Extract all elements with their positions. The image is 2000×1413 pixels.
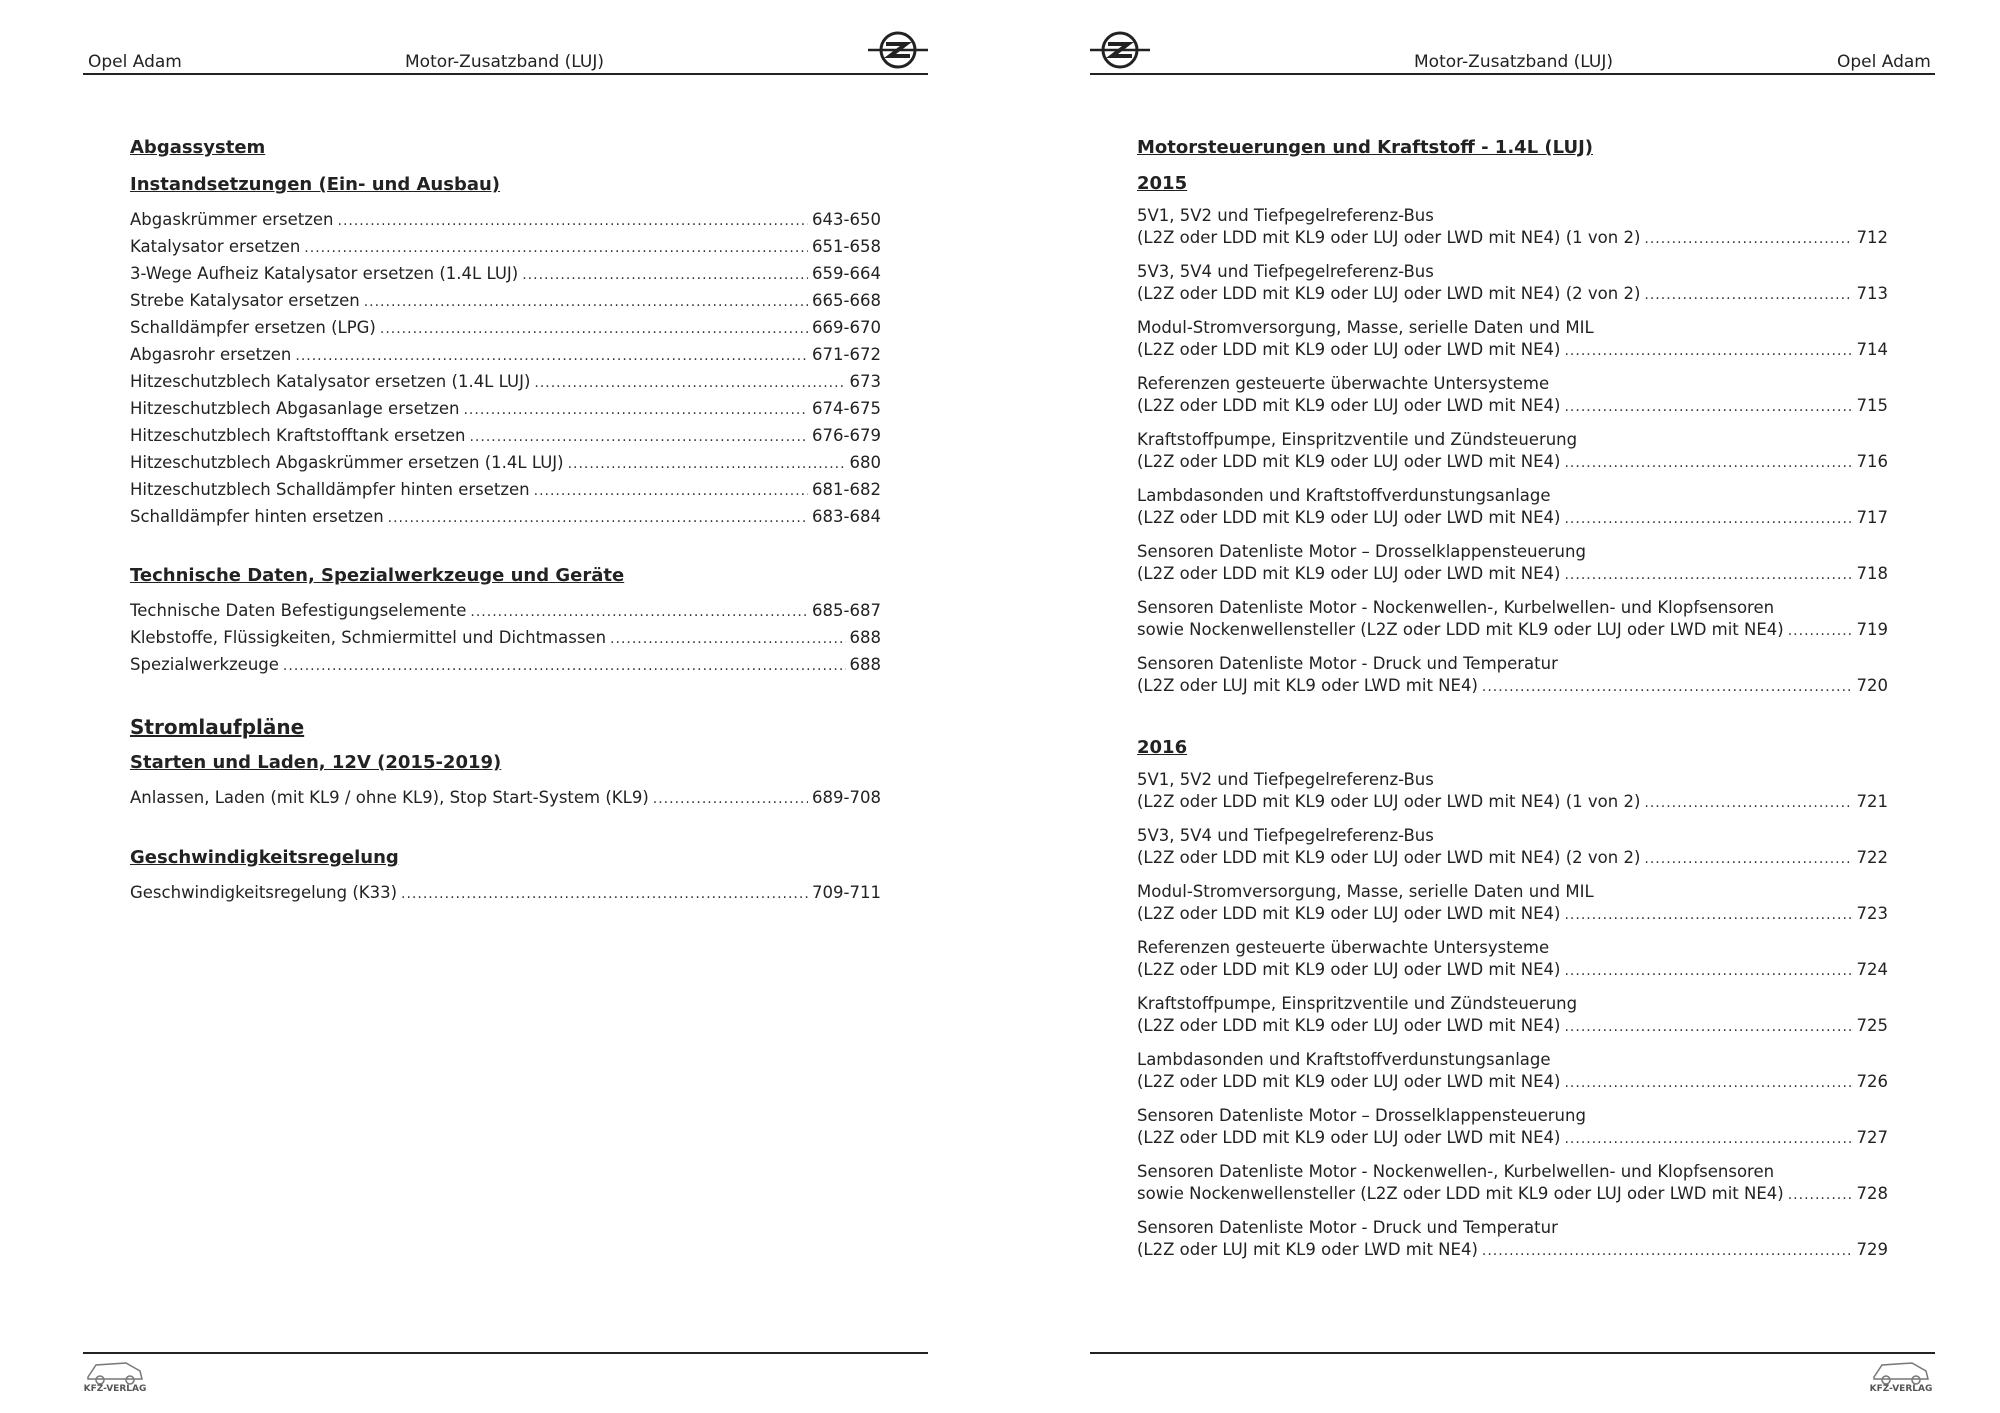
toc-entry[interactable]: [130, 506, 881, 527]
toc-entry-title: Sensoren Datenliste Motor - Nockenwellen-, Kurbelwellen- und Klopfsensoren: [1137, 598, 1775, 617]
toc-entry-label: Hitzeschutzblech Schalldämpfer hinten ersetzen: [130, 480, 530, 499]
toc-entry[interactable]: [130, 600, 881, 621]
toc-entry[interactable]: [130, 209, 881, 230]
toc-leader-dots: [653, 790, 808, 808]
toc-entry-page: 720: [1856, 676, 1888, 695]
toc-entry-title: 5V1, 5V2 und Tiefpegelreferenz-Bus: [1137, 206, 1434, 225]
toc-entry-page: 729: [1856, 1240, 1888, 1259]
toc-leader-dots: [1564, 566, 1852, 584]
toc-entry[interactable]: [1137, 825, 1888, 868]
toc-entry-line2: [1137, 959, 1888, 980]
toc-leader-dots: [568, 455, 846, 473]
toc-entry[interactable]: [1137, 937, 1888, 980]
toc-entry[interactable]: [1137, 653, 1888, 696]
kfz-verlag-logo: [1868, 1355, 1934, 1397]
toc-leader-dots: [469, 428, 808, 446]
toc-leader-dots: [295, 347, 808, 365]
toc-entry[interactable]: [130, 371, 881, 392]
section-heading-abgassystem: Abgassystem: [130, 137, 266, 158]
toc-leader-dots: [1644, 794, 1852, 812]
toc-entry[interactable]: [130, 479, 881, 500]
header-model: Opel Adam: [88, 52, 182, 72]
toc-entry-line2: [1137, 451, 1888, 472]
year-heading-2015: 2015: [1137, 173, 1188, 194]
toc-entry-page: 728: [1856, 1184, 1888, 1203]
toc-leader-dots: [1482, 678, 1853, 696]
toc-entry-line2: [1137, 339, 1888, 360]
toc-entry-line2: [1137, 1015, 1888, 1036]
toc-entry[interactable]: [130, 452, 881, 473]
opel-logo-icon: [1090, 30, 1150, 70]
toc-entry-label: (L2Z oder LDD mit KL9 oder LUJ oder LWD mit NE4): [1137, 396, 1561, 415]
toc-entry-page: 713: [1856, 284, 1888, 303]
toc-entry[interactable]: [1137, 1161, 1888, 1204]
svg-text:KFZ-VERLAG: KFZ-VERLAG: [1869, 1384, 1933, 1394]
toc-entry[interactable]: [1137, 541, 1888, 584]
toc-leader-dots: [1564, 342, 1852, 360]
toc-leader-dots: [1788, 1186, 1853, 1204]
svg-text:KFZ-VERLAG: KFZ-VERLAG: [83, 1384, 147, 1394]
toc-entry[interactable]: [1137, 1217, 1888, 1260]
toc-entry-title: Kraftstoffpumpe, Einspritzventile und Zündsteuerung: [1137, 430, 1578, 449]
toc-entry-page: 712: [1856, 228, 1888, 247]
toc-entry-label: (L2Z oder LDD mit KL9 oder LUJ oder LWD mit NE4) (2 von 2): [1137, 284, 1641, 303]
toc-entry-page: 727: [1856, 1128, 1888, 1147]
toc-leader-dots: [1644, 230, 1852, 248]
toc-entry-page: 717: [1856, 508, 1888, 527]
toc-entry-page: 715: [1856, 396, 1888, 415]
toc-list: [130, 882, 881, 903]
toc-entry-page: 722: [1856, 848, 1888, 867]
toc-entry-line2: [1137, 1239, 1888, 1260]
toc-list: [1137, 205, 1888, 696]
toc-leader-dots: [364, 293, 808, 311]
toc-entry-page: 719: [1856, 620, 1888, 639]
toc-entry[interactable]: [130, 425, 881, 446]
section-heading-stromlaufplaene: Stromlaufpläne: [130, 715, 305, 739]
toc-entry-line2: [1137, 903, 1888, 924]
toc-entry-label: Abgasrohr ersetzen: [130, 345, 292, 364]
toc-entry-label: Katalysator ersetzen: [130, 237, 301, 256]
toc-entry[interactable]: [130, 787, 881, 808]
toc-leader-dots: [1564, 906, 1852, 924]
header-title: Motor-Zusatzband (LUJ): [405, 52, 604, 72]
toc-leader-dots: [380, 320, 808, 338]
toc-entry-label: (L2Z oder LDD mit KL9 oder LUJ oder LWD mit NE4) (1 von 2): [1137, 228, 1641, 247]
toc-entry[interactable]: [130, 398, 881, 419]
header-model: Opel Adam: [1837, 52, 1931, 72]
toc-entry-page: 643-650: [812, 210, 881, 229]
toc-entry[interactable]: [130, 882, 881, 903]
toc-leader-dots: [1788, 622, 1853, 640]
toc-entry-page: 688: [849, 655, 881, 674]
toc-entry[interactable]: [130, 263, 881, 284]
toc-entry-label: Geschwindigkeitsregelung (K33): [130, 883, 398, 902]
subheading-instandsetzungen: Instandsetzungen (Ein- und Ausbau): [130, 174, 501, 195]
kfz-verlag-logo: [82, 1355, 148, 1397]
toc-entry-label: (L2Z oder LDD mit KL9 oder LUJ oder LWD mit NE4): [1137, 452, 1561, 471]
toc-entry-title: Sensoren Datenliste Motor – Drosselklappensteuerung: [1137, 1106, 1586, 1125]
toc-entry-label: (L2Z oder LDD mit KL9 oder LUJ oder LWD mit NE4): [1137, 340, 1561, 359]
toc-entry-title: Sensoren Datenliste Motor - Druck und Temperatur: [1137, 654, 1558, 673]
toc-list: [130, 209, 881, 527]
toc-entry-line2: [1137, 791, 1888, 812]
toc-entry-page: 718: [1856, 564, 1888, 583]
toc-entry-page: 726: [1856, 1072, 1888, 1091]
toc-entry-title: Referenzen gesteuerte überwachte Untersysteme: [1137, 374, 1550, 393]
toc-entry-page: 676-679: [812, 426, 881, 445]
toc-entry[interactable]: [130, 236, 881, 257]
toc-entry-label: sowie Nockenwellensteller (L2Z oder LDD mit KL9 oder LUJ oder LWD mit NE4): [1137, 620, 1784, 639]
section-heading-technische-daten: Technische Daten, Spezialwerkzeuge und Geräte: [130, 565, 625, 586]
toc-entry[interactable]: [130, 344, 881, 365]
toc-entry-label: (L2Z oder LUJ mit KL9 oder LWD mit NE4): [1137, 676, 1478, 695]
toc-entry-title: Lambdasonden und Kraftstoffverdunstungsanlage: [1137, 486, 1551, 505]
toc-entry-page: 659-664: [812, 264, 881, 283]
toc-entry-page: 723: [1856, 904, 1888, 923]
toc-list: [130, 787, 881, 808]
opel-logo-icon: [868, 30, 928, 70]
toc-entry-label: Spezialwerkzeuge: [130, 655, 279, 674]
toc-leader-dots: [338, 212, 809, 230]
toc-leader-dots: [534, 374, 845, 392]
toc-entry-line2: [1137, 283, 1888, 304]
toc-leader-dots: [304, 239, 808, 257]
toc-entry-title: Modul-Stromversorgung, Masse, serielle Daten und MIL: [1137, 882, 1594, 901]
toc-entry-label: Hitzeschutzblech Katalysator ersetzen (1.4L LUJ): [130, 372, 531, 391]
toc-entry-page: 689-708: [812, 788, 881, 807]
toc-entry-page: 683-684: [812, 507, 881, 526]
toc-entry-page: 674-675: [812, 399, 881, 418]
toc-entry-page: 685-687: [812, 601, 881, 620]
toc-entry-title: Kraftstoffpumpe, Einspritzventile und Zündsteuerung: [1137, 994, 1578, 1013]
toc-entry-title: 5V3, 5V4 und Tiefpegelreferenz-Bus: [1137, 826, 1434, 845]
toc-entry-label: (L2Z oder LDD mit KL9 oder LUJ oder LWD mit NE4): [1137, 564, 1561, 583]
toc-entry-page: 680: [849, 453, 881, 472]
toc-entry-label: (L2Z oder LDD mit KL9 oder LUJ oder LWD mit NE4) (2 von 2): [1137, 848, 1641, 867]
toc-entry-page: 714: [1856, 340, 1888, 359]
toc-entry-label: Klebstoffe, Flüssigkeiten, Schmiermittel und Dichtmassen: [130, 628, 607, 647]
toc-leader-dots: [522, 266, 808, 284]
toc-entry-title: Sensoren Datenliste Motor - Nockenwellen-, Kurbelwellen- und Klopfsensoren: [1137, 1162, 1775, 1181]
toc-entry-page: 671-672: [812, 345, 881, 364]
toc-leader-dots: [463, 401, 808, 419]
toc-entry-line2: [1137, 507, 1888, 528]
toc-entry[interactable]: [1137, 317, 1888, 360]
subheading-starten-laden: Starten und Laden, 12V (2015-2019): [130, 752, 502, 773]
toc-entry-title: 5V3, 5V4 und Tiefpegelreferenz-Bus: [1137, 262, 1434, 281]
toc-entry-page: 665-668: [812, 291, 881, 310]
toc-entry-title: Lambdasonden und Kraftstoffverdunstungsanlage: [1137, 1050, 1551, 1069]
toc-entry-line2: [1137, 619, 1888, 640]
toc-leader-dots: [1482, 1242, 1853, 1260]
toc-entry-label: Strebe Katalysator ersetzen: [130, 291, 360, 310]
toc-entry-title: 5V1, 5V2 und Tiefpegelreferenz-Bus: [1137, 770, 1434, 789]
toc-entry[interactable]: [1137, 769, 1888, 812]
toc-entry-line2: [1137, 563, 1888, 584]
toc-entry[interactable]: [1137, 1049, 1888, 1092]
toc-leader-dots: [1564, 398, 1852, 416]
toc-leader-dots: [1644, 286, 1852, 304]
toc-entry-title: Sensoren Datenliste Motor – Drosselklappensteuerung: [1137, 542, 1586, 561]
toc-entry-line2: [1137, 675, 1888, 696]
section-heading-motorsteuerungen: Motorsteuerungen und Kraftstoff - 1.4L (LUJ): [1137, 137, 1594, 158]
toc-entry-label: (L2Z oder LUJ mit KL9 oder LWD mit NE4): [1137, 1240, 1478, 1259]
toc-entry-title: Referenzen gesteuerte überwachte Untersysteme: [1137, 938, 1550, 957]
footer-rule: [1090, 1352, 1935, 1354]
toc-entry[interactable]: [1137, 993, 1888, 1036]
toc-entry[interactable]: [130, 290, 881, 311]
year-heading-2016: 2016: [1137, 737, 1188, 758]
toc-leader-dots: [1564, 1074, 1852, 1092]
toc-leader-dots: [1564, 1130, 1852, 1148]
toc-entry-label: (L2Z oder LDD mit KL9 oder LUJ oder LWD mit NE4) (1 von 2): [1137, 792, 1641, 811]
footer-rule: [83, 1352, 928, 1354]
toc-entry-line2: [1137, 1071, 1888, 1092]
toc-entry-line2: [1137, 1127, 1888, 1148]
toc-entry-label: Schalldämpfer hinten ersetzen: [130, 507, 384, 526]
toc-entry-label: Hitzeschutzblech Kraftstofftank ersetzen: [130, 426, 466, 445]
toc-leader-dots: [1564, 510, 1852, 528]
toc-entry-label: (L2Z oder LDD mit KL9 oder LUJ oder LWD mit NE4): [1137, 1072, 1561, 1091]
header-rule: [83, 73, 928, 75]
toc-entry-line2: [1137, 227, 1888, 248]
toc-list: [1137, 769, 1888, 1260]
section-heading-geschwindigkeitsregelung: Geschwindigkeitsregelung: [130, 847, 399, 868]
header-title: Motor-Zusatzband (LUJ): [1414, 52, 1613, 72]
toc-leader-dots: [401, 885, 808, 903]
toc-entry-label: (L2Z oder LDD mit KL9 oder LUJ oder LWD mit NE4): [1137, 1128, 1561, 1147]
right-page: [1000, 0, 2000, 1413]
toc-entry-line2: [1137, 395, 1888, 416]
toc-leader-dots: [388, 509, 808, 527]
toc-entry-page: 688: [849, 628, 881, 647]
toc-entry-page: 721: [1856, 792, 1888, 811]
toc-entry-label: Abgaskrümmer ersetzen: [130, 210, 334, 229]
toc-entry[interactable]: [1137, 373, 1888, 416]
toc-entry-label: Schalldämpfer ersetzen (LPG): [130, 318, 376, 337]
toc-entry-page: 709-711: [812, 883, 881, 902]
toc-entry-label: Hitzeschutzblech Abgaskrümmer ersetzen (1.4L LUJ): [130, 453, 564, 472]
toc-entry[interactable]: [1137, 881, 1888, 924]
toc-leader-dots: [610, 630, 845, 648]
toc-entry[interactable]: [130, 627, 881, 648]
toc-list: [130, 600, 881, 675]
toc-entry-label: sowie Nockenwellensteller (L2Z oder LDD mit KL9 oder LUJ oder LWD mit NE4): [1137, 1184, 1784, 1203]
toc-leader-dots: [283, 657, 846, 675]
toc-entry-label: (L2Z oder LDD mit KL9 oder LUJ oder LWD mit NE4): [1137, 904, 1561, 923]
toc-leader-dots: [1564, 1018, 1852, 1036]
toc-entry-page: 651-658: [812, 237, 881, 256]
toc-entry[interactable]: [1137, 485, 1888, 528]
toc-entry-line2: [1137, 1183, 1888, 1204]
header-rule: [1090, 73, 1935, 75]
right-toc: [1137, 132, 1888, 1260]
toc-entry-page: 681-682: [812, 480, 881, 499]
toc-entry-label: Hitzeschutzblech Abgasanlage ersetzen: [130, 399, 460, 418]
toc-entry-label: (L2Z oder LDD mit KL9 oder LUJ oder LWD mit NE4): [1137, 508, 1561, 527]
toc-entry-page: 673: [849, 372, 881, 391]
toc-entry-page: 724: [1856, 960, 1888, 979]
toc-entry[interactable]: [130, 654, 881, 675]
toc-entry[interactable]: [1137, 597, 1888, 640]
toc-entry-page: 716: [1856, 452, 1888, 471]
toc-leader-dots: [1564, 454, 1852, 472]
toc-entry-line2: [1137, 847, 1888, 868]
toc-entry-page: 725: [1856, 1016, 1888, 1035]
toc-entry-title: Sensoren Datenliste Motor - Druck und Temperatur: [1137, 1218, 1558, 1237]
toc-entry-title: Modul-Stromversorgung, Masse, serielle Daten und MIL: [1137, 318, 1594, 337]
toc-entry-label: (L2Z oder LDD mit KL9 oder LUJ oder LWD mit NE4): [1137, 1016, 1561, 1035]
toc-leader-dots: [1644, 850, 1852, 868]
toc-entry[interactable]: [1137, 205, 1888, 248]
toc-leader-dots: [470, 603, 808, 621]
toc-entry[interactable]: [130, 317, 881, 338]
toc-entry[interactable]: [1137, 429, 1888, 472]
toc-entry-page: 669-670: [812, 318, 881, 337]
toc-entry-label: Technische Daten Befestigungselemente: [130, 601, 467, 620]
toc-entry-label: Anlassen, Laden (mit KL9 / ohne KL9), Stop Start-System (KL9): [130, 788, 649, 807]
toc-entry[interactable]: [1137, 261, 1888, 304]
toc-leader-dots: [534, 482, 808, 500]
toc-entry-label: 3-Wege Aufheiz Katalysator ersetzen (1.4L LUJ): [130, 264, 519, 283]
toc-entry-label: (L2Z oder LDD mit KL9 oder LUJ oder LWD mit NE4): [1137, 960, 1561, 979]
toc-leader-dots: [1564, 962, 1852, 980]
toc-entry[interactable]: [1137, 1105, 1888, 1148]
left-toc: [130, 132, 881, 903]
